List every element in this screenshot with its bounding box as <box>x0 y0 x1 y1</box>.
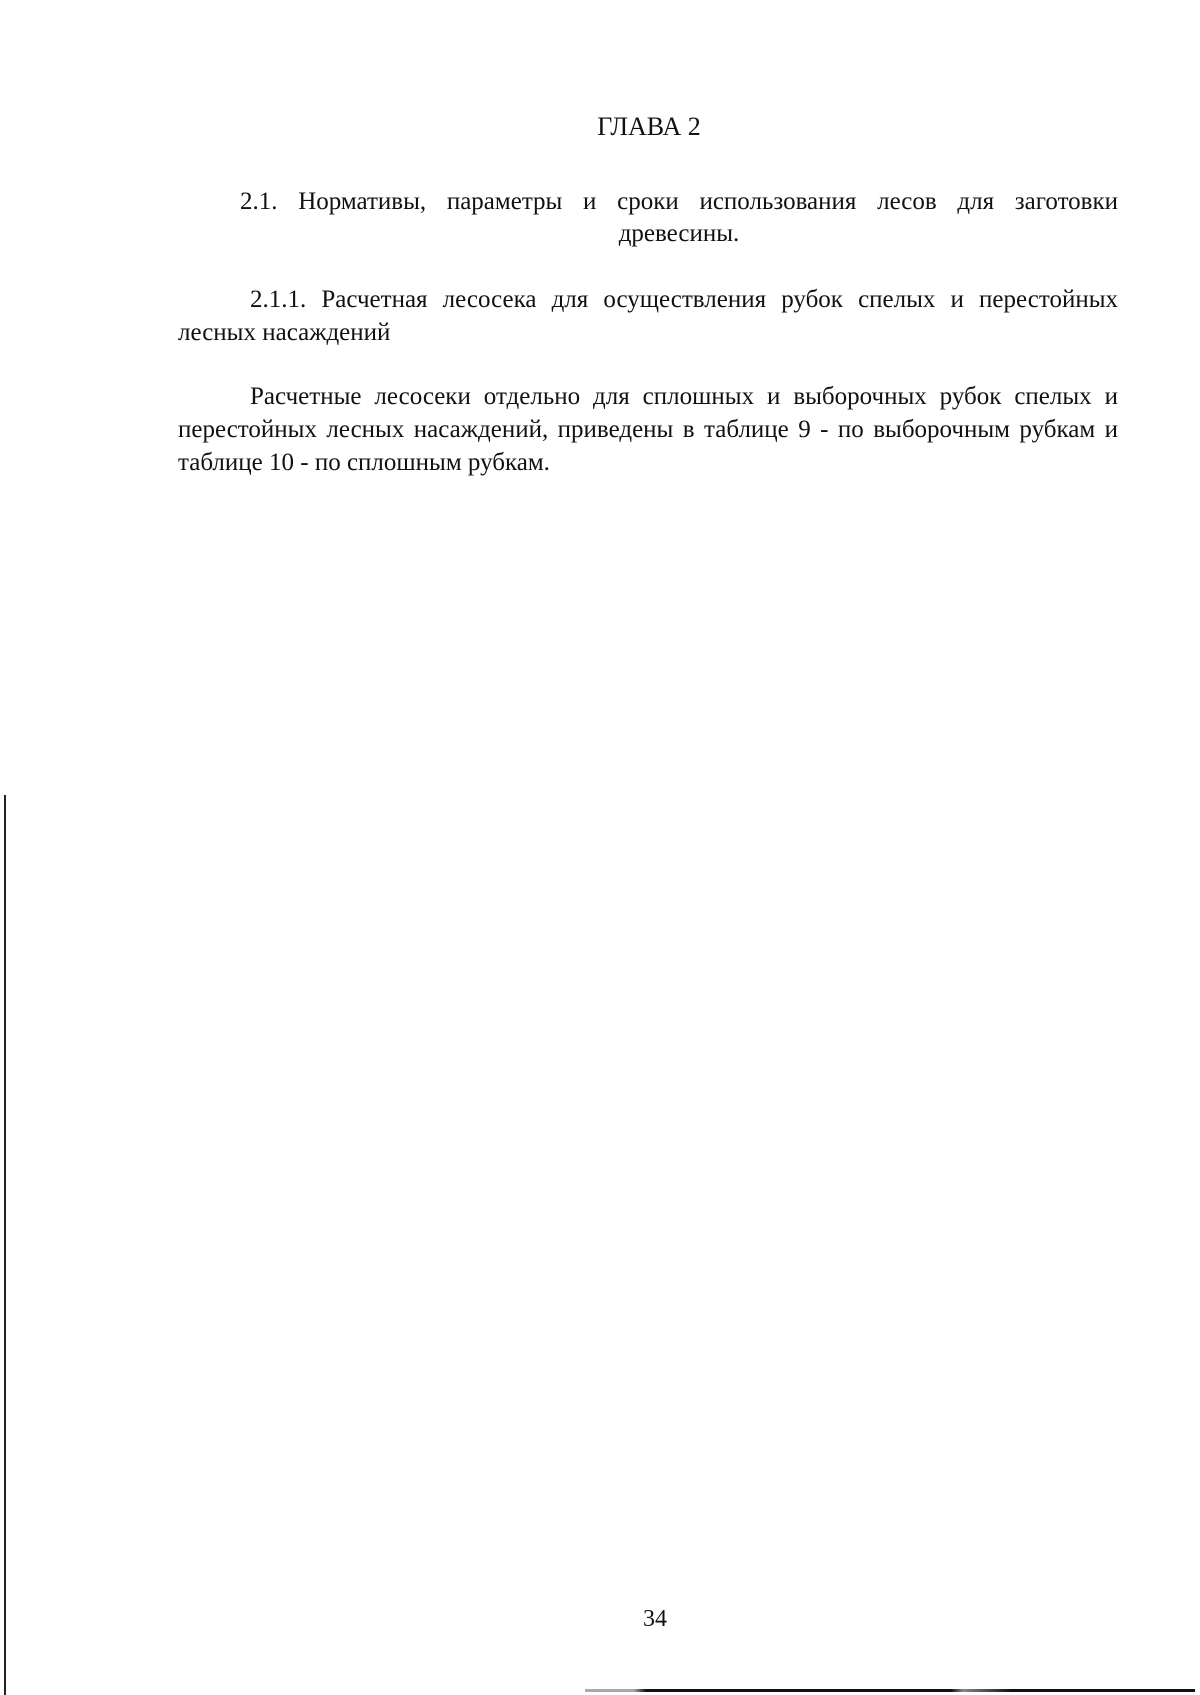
chapter-title: ГЛАВА 2 <box>597 112 701 141</box>
page-number: 34 <box>643 1606 667 1632</box>
section-heading-line1: 2.1. Нормативы, параметры и сроки использования лесов для заготовки <box>240 188 1118 215</box>
section-heading-line2: древесины. <box>618 220 740 247</box>
body-paragraph: Расчетные лесосеки отдельно для сплошных и выборочных рубок спелых и перестойных лесных насаждений, приведены в таблице 9 - по выборочным рубкам и таблице 10 - по сплошным рубкам. <box>178 383 1118 476</box>
scan-edge-line <box>4 795 6 1695</box>
scan-bottom-line <box>585 1689 1195 1692</box>
section-heading <box>240 186 1118 250</box>
subsection-heading: 2.1.1. Расчетная лесосека для осуществления рубок спелых и перестойных лесных насаждений <box>178 286 1118 346</box>
